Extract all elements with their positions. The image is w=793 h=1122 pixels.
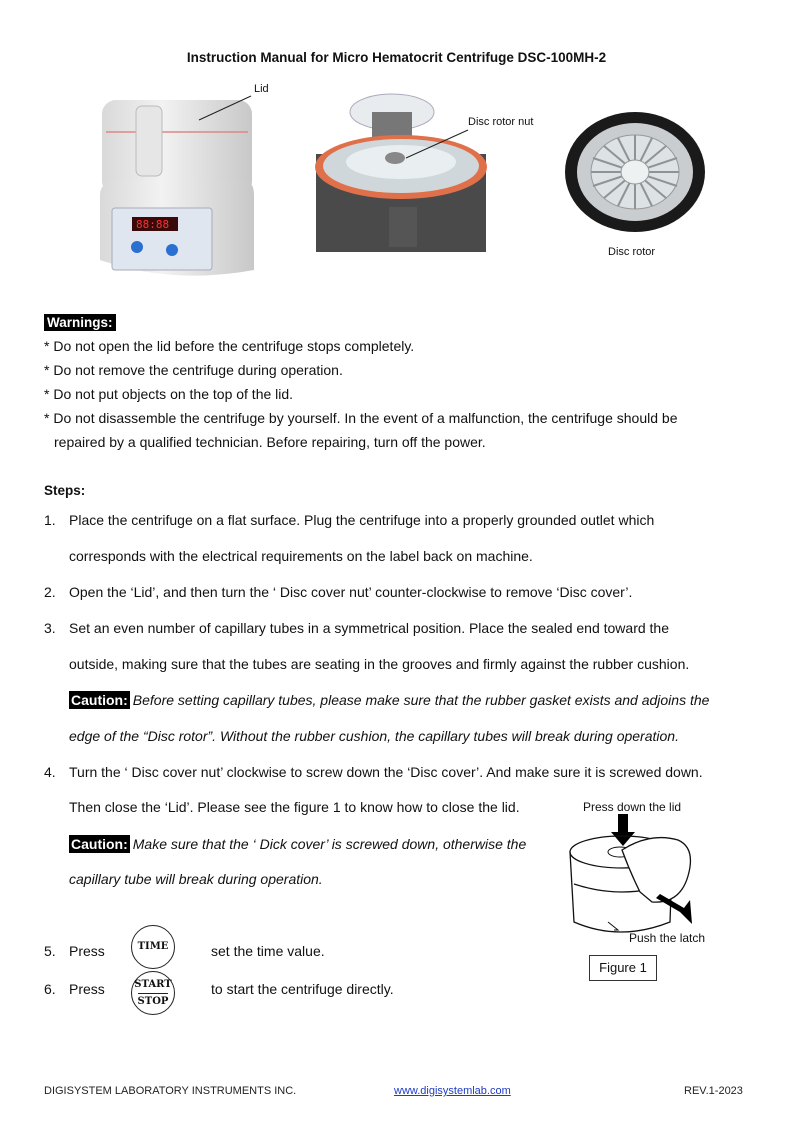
- caution-text: edge of the “Disc rotor”. Without the rubber cushion, the capillary tubes will break during operation.: [69, 728, 679, 744]
- warning-item: * Do not remove the centrifuge during operation.: [44, 362, 343, 378]
- page-title: Instruction Manual for Micro Hematocrit Centrifuge DSC-100MH-2: [186, 50, 607, 65]
- nut-label: Disc rotor nut: [468, 116, 534, 128]
- step-number: 1.: [44, 512, 56, 528]
- caution-label: Caution:: [71, 692, 128, 708]
- warnings-heading: Warnings:: [44, 314, 116, 331]
- caution-text: Make sure that the ‘ Dick cover’ is screwed down, otherwise the: [132, 836, 527, 852]
- lid-pointer-line: [195, 92, 255, 122]
- footer-company: DIGISYSTEM LABORATORY INSTRUMENTS INC.: [44, 1085, 297, 1097]
- rotor-label: Disc rotor: [608, 246, 656, 258]
- step-number: 6.: [44, 981, 56, 997]
- warning-item: * Do not open the lid before the centrifuge stops completely.: [44, 338, 415, 354]
- step-text: Set an even number of capillary tubes in a symmetrical position. Place the sealed end toward the: [69, 620, 669, 636]
- time-button-label: TIME: [137, 941, 169, 952]
- step-press-label: Press: [69, 981, 105, 997]
- caution-label: Caution:: [71, 836, 128, 852]
- lid-label: Lid: [254, 83, 269, 95]
- step-number: 4.: [44, 764, 56, 780]
- stop-label: STOP: [137, 995, 169, 1007]
- step-text: Place the centrifuge on a flat surface. Plug the centrifuge into a properly grounded outlet which: [69, 512, 655, 528]
- step-text: outside, making sure that the tubes are seating in the grooves and firmly against the rubber cushion.: [69, 656, 690, 672]
- step-text: Then close the ‘Lid’. Please see the figure 1 to know how to close the lid.: [69, 799, 520, 815]
- start-stop-button-icon: [131, 971, 175, 1015]
- nut-pointer-line: [402, 126, 472, 162]
- footer-revision: REV.1-2023: [684, 1085, 743, 1097]
- step-text: set the time value.: [211, 943, 325, 959]
- step-number: 3.: [44, 620, 56, 636]
- step-text: to start the centrifuge directly.: [211, 981, 394, 997]
- step-number: 5.: [44, 943, 56, 959]
- disc-rotor-photo: [563, 110, 707, 234]
- caution-line: [69, 836, 526, 852]
- footer-website-link[interactable]: www.digisystemlab.com: [394, 1085, 511, 1097]
- caution-text: capillary tube will break during operation.: [69, 871, 323, 887]
- figure-bottom-label: Push the latch: [629, 931, 706, 945]
- step-text: corresponds with the electrical requirements on the label back on machine.: [69, 548, 533, 564]
- warning-item: * Do not disassemble the centrifuge by yourself. In the event of a malfunction, the centrifuge should be: [44, 410, 678, 426]
- time-button-icon: [131, 925, 175, 969]
- caution-line: [69, 692, 709, 708]
- start-label: START: [134, 978, 172, 990]
- warning-item: * Do not put objects on the top of the lid.: [44, 386, 294, 402]
- figure1-illustration: [560, 812, 710, 942]
- step-number: 2.: [44, 584, 56, 600]
- warning-continuation: repaired by a qualified technician. Before repairing, turn off the power.: [54, 434, 486, 450]
- figure-caption: Figure 1: [589, 955, 657, 981]
- device-display: 88:88: [136, 218, 170, 231]
- steps-heading: Steps:: [44, 483, 86, 498]
- figure-top-label: Press down the lid: [583, 800, 682, 814]
- caution-text: Before setting capillary tubes, please make sure that the rubber gasket exists and adjoins the: [132, 692, 710, 708]
- step-text: Open the ‘Lid’, and then turn the ‘ Disc cover nut’ counter-clockwise to remove ‘Disc cover’.: [69, 584, 633, 600]
- step-text: Turn the ‘ Disc cover nut’ clockwise to screw down the ‘Disc cover’. And make sure it is screwed down.: [69, 764, 703, 780]
- step-press-label: Press: [69, 943, 105, 959]
